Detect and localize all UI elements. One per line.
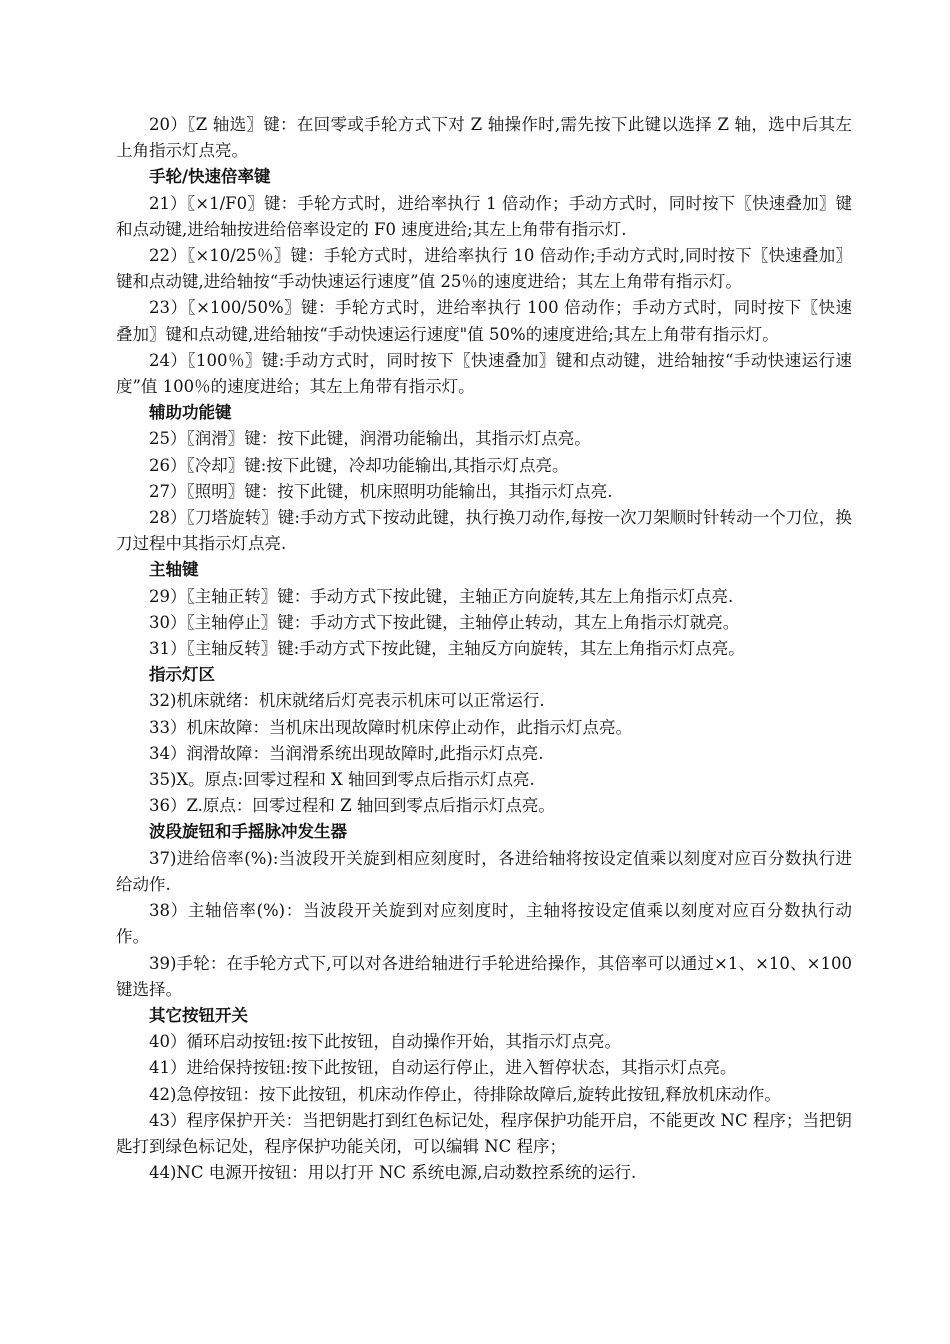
paragraph: 44)NC 电源开按钮：用以打开 NC 系统电源,启动数控系统的运行. — [149, 1163, 637, 1183]
paragraph: 42)急停按钮：按下此按钮，机床动作停止，待排除故障后,旋转此按钮,释放机床动作。 — [149, 1084, 781, 1104]
paragraph: 24）〖100％〗键:手动方式时，同时按下〖快速叠加〗键和点动键，进给轴按“手动快速运行速度”值 100％的速度进给；其左上角带有指示灯。 — [116, 350, 852, 397]
paragraph: 25）〖润滑〗键：按下此键，润滑功能输出，其指示灯点亮。 — [149, 429, 591, 449]
paragraph: 38）主轴倍率(%)：当波段开关旋到对应刻度时，主轴将按设定值乘以刻度对应百分数执行动作。 — [116, 901, 852, 947]
paragraph: 21）〖×1/F0〗键：手轮方式时，进给率执行 1 倍动作；手动方式时，同时按下〖快速叠加〗键和点动键,进给轴按进给倍率设定的 F0 速度进给;其左上角带有指示灯. — [116, 193, 852, 239]
paragraph: 27）〖照明〗键：按下此键，机床照明功能输出，其指示灯点亮. — [149, 481, 613, 501]
section-heading: 指示灯区 — [149, 665, 215, 685]
paragraph: 30）〖主轴停止〗键：手动方式下按此键，主轴停止转动，其左上角指示灯就亮。 — [149, 612, 740, 632]
paragraph: 29）〖主轴正转〗键：手动方式下按此键，主轴正方向旋转,其左上角指示灯点亮. — [149, 586, 734, 606]
paragraph: 26）〖冷却〗键:按下此键，冷却功能输出,其指示灯点亮。 — [149, 455, 569, 475]
paragraph: 32)机床就绪：机床就绪后灯亮表示机床可以正常运行. — [149, 691, 545, 711]
section-heading: 手轮/快速倍率键 — [149, 167, 271, 187]
section-heading: 主轴键 — [149, 560, 199, 580]
paragraph: 40）循环启动按钮:按下此按钮，自动操作开始，其指示灯点亮。 — [149, 1032, 622, 1052]
paragraph: 33）机床故障：当机床出现故障时机床停止动作，此指示灯点亮。 — [149, 717, 632, 737]
section-heading: 波段旋钮和手摇脉冲发生器 — [149, 822, 347, 842]
paragraph: 37)进给倍率(%):当波段开关旋到相应刻度时，各进给轴将按设定值乘以刻度对应百分数执行进给动作. — [116, 848, 852, 894]
section-heading: 辅助功能键 — [149, 403, 232, 423]
paragraph: 23）〖×100/50%〗键：手轮方式时，进给率执行 100 倍动作；手动方式时，同时按下〖快速叠加〗键和点动键,进给轴按“手动快速运行速度"值 50%的速度进给;其左上角带有指示灯。 — [116, 298, 852, 344]
paragraph: 22）〖×10/25％〗键：手轮方式时，进给率执行 10 倍动作;手动方式时,同时按下〖快速叠加〗键和点动键,进给轴按“手动快速运行速度”值 25％的速度进给；其左上角带有指示灯。 — [116, 246, 852, 292]
section-heading: 其它按钮开关 — [149, 1005, 248, 1025]
paragraph: 39)手轮：在手轮方式下,可以对各进给轴进行手轮进给操作，其倍率可以通过×1、×10、×100 键选择。 — [116, 953, 852, 999]
paragraph: 28）〖刀塔旋转〗键:手动方式下按动此键，执行换刀动作,每按一次刀架顺时针转动一个刀位，换刀过程中其指示灯点亮. — [116, 508, 852, 554]
paragraph: 34）润滑故障：当润滑系统出现故障时,此指示灯点亮. — [149, 743, 544, 763]
document-page — [116, 112, 852, 1186]
paragraph: 41）进给保持按钮:按下此按钮，自动运行停止，进入暂停状态，其指示灯点亮。 — [149, 1058, 737, 1078]
paragraph: 31）〖主轴反转〗键:手动方式下按此键，主轴反方向旋转，其左上角指示灯点亮。 — [149, 639, 745, 659]
paragraph: 36）Z.原点：回零过程和 Z 轴回到零点后指示灯点亮。 — [149, 796, 555, 816]
paragraph: 43）程序保护开关：当把钥匙打到红色标记处，程序保护功能开启，不能更改 NC 程序；当把钥匙打到绿色标记处，程序保护功能关闭，可以编辑 NC 程序； — [116, 1110, 852, 1156]
paragraph: 35)X。原点:回零过程和 X 轴回到零点后指示灯点亮. — [149, 770, 535, 790]
paragraph: 20）〖Z 轴选〗键：在回零或手轮方式下对 Z 轴操作时,需先按下此键以选择 Z 轴，选中后其左上角指示灯点亮。 — [116, 115, 852, 161]
